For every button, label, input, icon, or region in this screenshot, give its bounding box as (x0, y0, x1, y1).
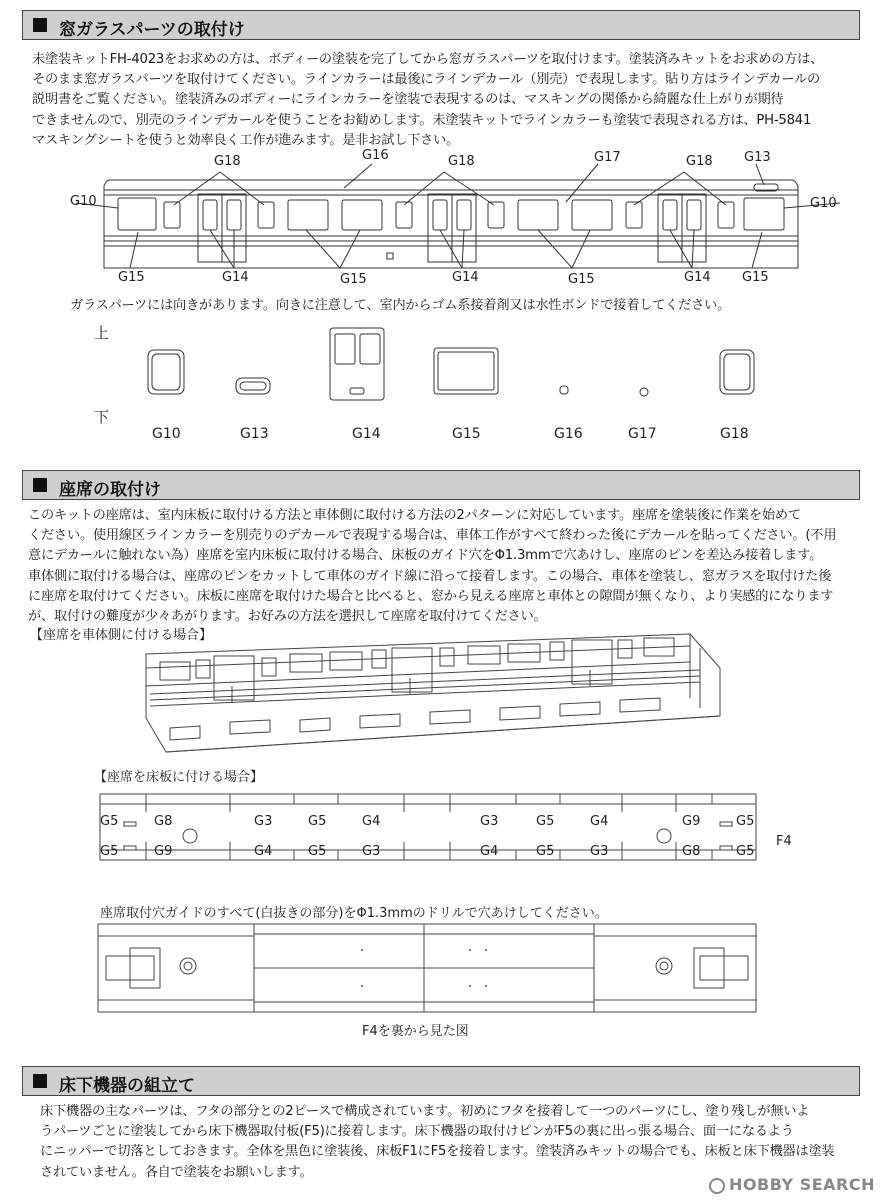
back-view-caption: F4を裏から見た図 (362, 1024, 469, 1039)
note-line: ガラスパーツには向きがあります。向きに注意して、室内からゴム系接着剤又は水性ボンドで接着してください。 (70, 298, 731, 313)
seat-top-g5: G5 (100, 814, 119, 829)
paragraph-line: できませんので、別売のラインデカールを使うことをお勧めします。未塗装キットでラインカラーも塗装で表現される方は、PH-5841 (32, 112, 812, 128)
paragraph-line: うパーツごとに塗装してから床下機器取付板(F5)に接着します。床下機器の取付けピンがF5の裏に出っ張る場合、面一になるよう (40, 1124, 794, 1140)
seat-bottom-g4: G4 (480, 844, 499, 859)
hobby-search-logo-icon (709, 1178, 725, 1194)
part-g15: G15 (452, 426, 481, 442)
seat-bottom-g9: G9 (154, 844, 173, 859)
part-g18: G18 (720, 426, 749, 442)
seat-top-g4: G4 (362, 814, 381, 829)
car-side-diagram (0, 150, 885, 310)
body-side-label: 【座席を車体側に付ける場合】 (30, 628, 213, 643)
label-g14: G14 (452, 270, 479, 285)
section-header-glass (22, 10, 860, 40)
paragraph-line: 床下機器の主なパーツは、フタの部分との2ピースで構成されています。初めにフタを接着して一つのパーツにし、塗り残しが無いよ (40, 1104, 810, 1119)
part-g13: G13 (240, 426, 269, 442)
drill-note: 座席取付穴ガイドのすべて(白抜きの部分)をΦ1.3mmのドリルで穴あけしてください。 (100, 906, 608, 921)
part-g17: G17 (628, 426, 657, 442)
label-g10-right: G10 (810, 196, 837, 211)
label-g15: G15 (340, 272, 367, 287)
paragraph-line: されていません。各自で塗装をお願いします。 (40, 1164, 313, 1180)
seat-top-g5: G5 (536, 814, 555, 829)
down-label: 下 (94, 408, 110, 426)
seat-paragraph (28, 506, 858, 627)
seat-bottom-g5: G5 (308, 844, 327, 859)
label-g16: G16 (362, 148, 389, 163)
seat-bottom-g5: G5 (536, 844, 555, 859)
up-label: 上 (94, 324, 110, 342)
seat-bottom-g3: G3 (590, 844, 609, 859)
paragraph-line: 説明書をご覧ください。塗装済みのボディーにラインカラーを塗装で表現するのは、マスキングの関係から綺麗な仕上がりが期待 (32, 92, 784, 108)
floor-part-f4: F4 (776, 834, 792, 849)
seat-top-g5: G5 (736, 814, 755, 829)
seat-bottom-g8: G8 (682, 844, 701, 859)
watermark-text: HOBBY SEARCH (729, 1175, 875, 1194)
paragraph-line: 未塗装キットFH-4023をお求めの方は、ボディーの塗装を完了してから窓ガラスパーツを取付けます。塗装済みキットをお求めの方は、 (32, 52, 824, 67)
square-bullet-icon (33, 1074, 47, 1088)
seat-bottom-g4: G4 (254, 844, 273, 859)
glass-orientation-note (70, 296, 860, 316)
section-header-seat (22, 470, 860, 500)
watermark (709, 1175, 875, 1194)
seat-top-g9: G9 (682, 814, 701, 829)
paragraph-line: そのまま窓ガラスパーツを取付けてください。ラインカラーは最後にラインデカール（別売）で表現します。貼り方はラインデカールの (32, 72, 821, 88)
seat-bottom-g3: G3 (362, 844, 381, 859)
seat-top-g5: G5 (308, 814, 327, 829)
section-header-underfloor (22, 1066, 860, 1096)
label-g14: G14 (222, 270, 249, 285)
label-g14: G14 (684, 270, 711, 285)
glass-paragraph (32, 50, 862, 151)
paragraph-line: にニッパーで切落としておきます。全体を黒色に塗装後、床板F1にF5を接着します。塗装済みキットの場合でも、床板と床下機器は塗装 (40, 1144, 835, 1160)
label-g13: G13 (744, 150, 771, 165)
paragraph-line: 車体側に取付ける場合は、座席のピンをカットして車体のガイド線に沿って接着します。この場合、車体を塗装し、窓ガラスを取付けた後 (28, 568, 832, 584)
label-g15: G15 (568, 272, 595, 287)
floor-plan-diagram (0, 790, 885, 890)
label-g17: G17 (594, 150, 621, 165)
section-title: 座席の取付け (59, 480, 161, 500)
part-g10: G10 (152, 426, 181, 442)
seat-top-g4: G4 (590, 814, 609, 829)
square-bullet-icon (33, 478, 47, 492)
underfloor-paragraph (40, 1102, 860, 1183)
part-g14: G14 (352, 426, 381, 442)
section-title: 窓ガラスパーツの取付け (59, 20, 245, 40)
paragraph-line: が、取付けの難度が少々あがります。お好みの方法を選択して座席を取付けてください。 (28, 609, 547, 625)
paragraph-line: ください。使用線区ラインカラーを別売りのデカールで表現する場合は、車体工作がすべて終わった後にデカールを貼ってください。(不用 (28, 528, 837, 544)
label-g10-left: G10 (70, 194, 97, 209)
floor-label: 【座席を床板に付ける場合】 (94, 770, 264, 785)
paragraph-line: このキットの座席は、室内床板に取付ける方法と車体側に取付ける方法の2パターンに対応しています。座席を塗装後に作業を始めて (28, 508, 801, 523)
section-title: 床下機器の組立て (59, 1076, 195, 1096)
car-perspective-diagram (0, 628, 885, 758)
label-g18: G18 (214, 154, 241, 169)
label-g18: G18 (686, 154, 713, 169)
paragraph-line: に座席を取付けてください。床板に座席を取付けた場合と比べると、窓から見える座席と車体との隙間が無くなり、より実感的になります (28, 588, 834, 604)
floor-back-view-diagram (0, 920, 885, 1020)
paragraph-line: マスキングシートを使うと効率良く工作が進みます。是非お試し下さい。 (32, 132, 460, 148)
seat-bottom-g5: G5 (736, 844, 755, 859)
paragraph-line: 意にデカールに触れない為）座席を室内床板に取付ける場合、床板のガイド穴をΦ1.3mmで穴あけし、座席のピンを差込み接着します。 (28, 548, 823, 564)
seat-top-g8: G8 (154, 814, 173, 829)
seat-bottom-g5: G5 (100, 844, 119, 859)
seat-top-g3: G3 (480, 814, 499, 829)
label-g15: G15 (118, 270, 145, 285)
square-bullet-icon (33, 18, 47, 32)
glass-parts-diagram (0, 326, 885, 406)
part-g16: G16 (554, 426, 583, 442)
label-g18: G18 (448, 154, 475, 169)
seat-top-g3: G3 (254, 814, 273, 829)
label-g15: G15 (742, 270, 769, 285)
